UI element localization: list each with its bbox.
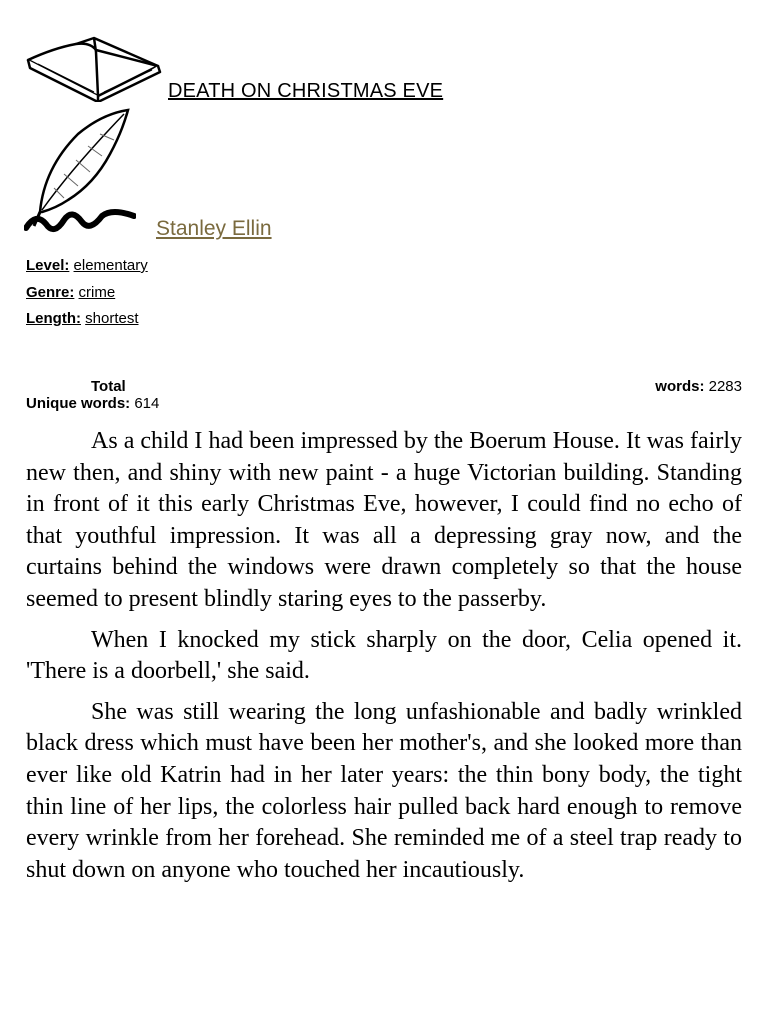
level-label: Level: [26, 257, 70, 274]
genre-value-link[interactable]: crime [78, 284, 116, 301]
meta-genre [26, 284, 115, 301]
story-text [26, 426, 742, 895]
unique-label: Unique words: [26, 395, 131, 412]
meta-level [26, 257, 148, 274]
genre-label: Genre: [26, 284, 75, 301]
word-stats [26, 378, 742, 412]
meta-length [26, 310, 139, 327]
total-label: Total [91, 378, 126, 395]
words-label: words: [655, 378, 705, 395]
quill-icon [24, 108, 136, 238]
length-label: Length: [26, 310, 81, 327]
story-paragraph: As a child I had been impressed by the Boerum House. It was fairly new then, and shiny with new paint - a huge Victorian building. Standing in front of it this early Christmas Eve, however, I could find no echo of that youthful impression. It was all a depressing gray now, and the curtains behind the windows were drawn completely so that the house seemed to present blindly staring eyes to the passerby. [26, 428, 742, 612]
story-title[interactable]: DEATH ON CHRISTMAS EVE [168, 80, 444, 102]
author-link[interactable]: Stanley Ellin [156, 217, 272, 240]
story-paragraph: When I knocked my stick sharply on the door, Celia opened it. 'There is a doorbell,' she said. [26, 626, 742, 685]
open-book-icon [24, 30, 162, 102]
unique-value: 614 [134, 395, 160, 412]
length-value-link[interactable]: shortest [85, 310, 139, 327]
level-value-link[interactable]: elementary [73, 257, 148, 274]
unique-words [26, 395, 742, 412]
story-paragraph: She was still wearing the long unfashionable and badly wrinkled black dress which must have been her mother's, and she looked more than ever like old Katrin had in her later years: the thin bony body, the tight thin line of her lips, the colorless hair pulled back hard enough to remove every wrinkle from her forehead. She reminded me of a steel trap ready to shut down on anyone who touched her incautiously. [26, 698, 742, 883]
words-value: 2283 [708, 378, 742, 395]
total-words [655, 378, 742, 395]
